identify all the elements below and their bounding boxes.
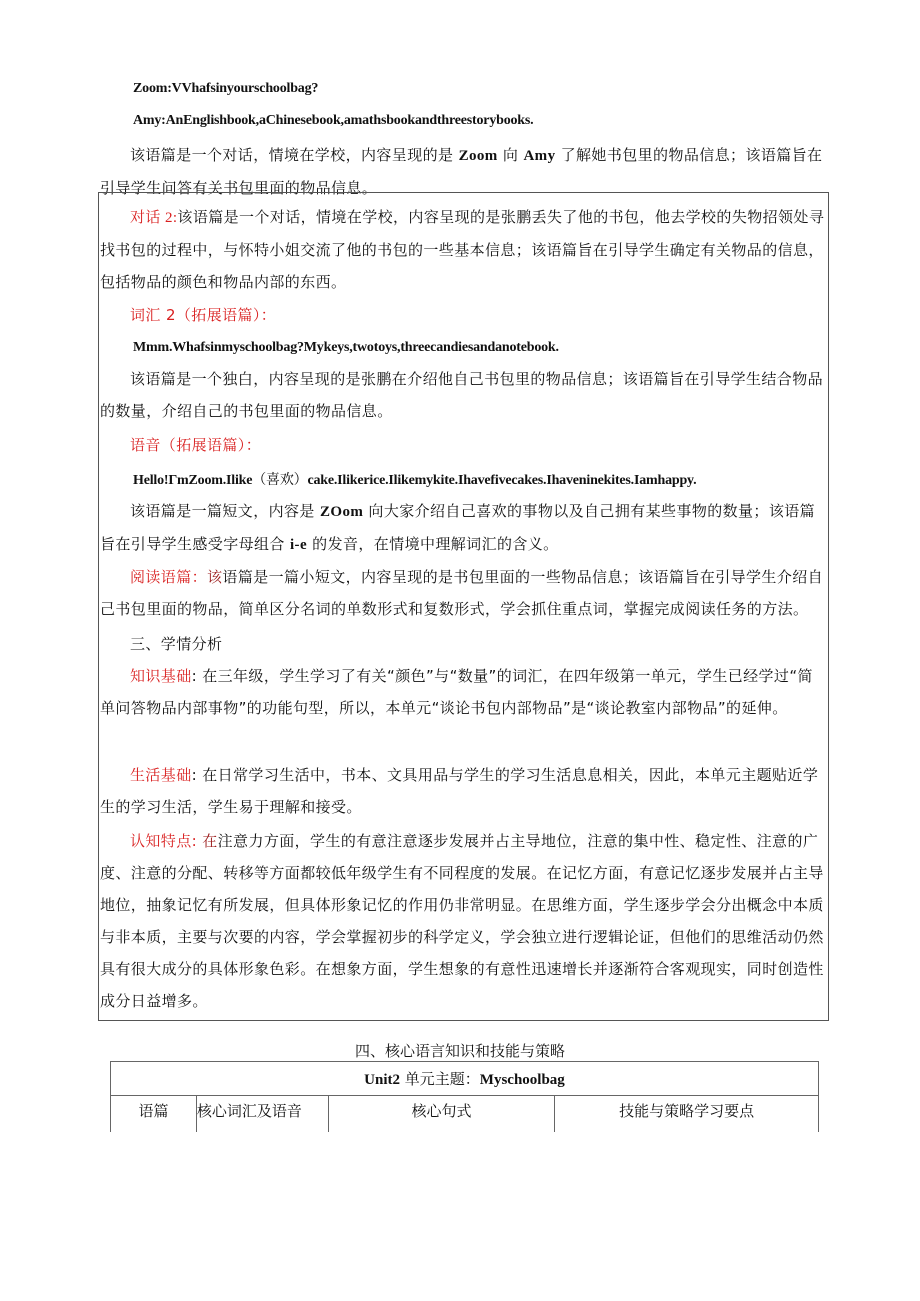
vocab2-english: Mmm.Whafsinmyschoolbag?Mykeys,twotoys,threecandiesandanotebook.: [133, 340, 559, 355]
dialogue1-description: 该语篇是一个对话，情境在学校，内容呈现的是 Zoom 向 Amy 了解她书包里的物品信息；该语篇旨在引导学生问答有关书包里面的物品信息。: [100, 146, 823, 197]
cognition-label: 认知特点:: [130, 832, 203, 850]
dialogue2-label: 对话 2:: [130, 210, 178, 226]
dialogue2-paragraph: 对话 2:该语篇是一个对话，情境在学校，内容呈现的是张鹏丢失了他的书包，他去学校的失物招领处寻找书包的过程中，与怀特小姐交流了他的书包的一些基本信息；该语篇旨在引导学生确定有关物品的信息，包括物品的颜色和物品内部的东西。: [100, 208, 825, 291]
knowledge-label: 知识基础: [130, 667, 192, 685]
phonics-english: Hello!ΓmZoom.Ilike（喜欢）cake.Ilikerice.Ilikemykite.Ihavefivecakes.Ihaveninekites.Iamhappy.: [133, 472, 697, 488]
column-header-core-sentences: 核心句式: [328, 1096, 555, 1133]
column-header-core-vocab: 核心词汇及语音: [196, 1096, 328, 1133]
reading-paragraph: 阅读语篇：该语篇是一篇小短文，内容呈现的是书包里面的一些物品信息；该语篇旨在引导学生介绍自己书包里面的物品，简单区分名词的单数形式和复数形式，学会抓住重点词，掌握完成阅读任务的方法。: [100, 568, 824, 618]
phonics-label: 语音（拓展语篇）：: [130, 436, 262, 454]
dialogue1-line2: Amy:AnEnglishbook,aChinesebook,amathsbookandthreestorybooks.: [133, 113, 534, 128]
column-header-skills-strategies: 技能与策略学习要点: [555, 1096, 819, 1133]
column-header-text: 语篇: [111, 1096, 197, 1133]
life-paragraph: 生活基础: 在日常学习生活中，书本、文具用品与学生的学习生活息息相关，因此，本单元主题贴近学生的学习生活，学生易于理解和接受。: [100, 766, 819, 816]
core-language-table: [110, 1061, 819, 1132]
vocab2-description: 该语篇是一个独白，内容呈现的是张鹏在介绍他自己书包里的物品信息；该语篇旨在引导学生结合物品的数量，介绍自己的书包里面的物品信息。: [100, 370, 824, 420]
vocab2-label: 词汇 2（拓展语篇）：: [130, 306, 277, 324]
cognition-paragraph: 认知特点: 在注意力方面，学生的有意注意逐步发展并占主导地位，注意的集中性、稳定性、注意的广度、注意的分配、转移等方面都较低年级学生有不同程度的发展。在记忆方面，有意记忆逐步发展并占主导地位，抽象记忆有所发展，但具体形象记忆的作用仍非常明显。在思维方面，学生逐步学会分出概念中本质与非本质，主要与次要的内容，学会掌握初步的科学定义，学会独立进行逻辑论证，但他们的思维活动仍然具有很大成分的具体形象色彩。在想象方面，学生想象的有意性迅速增长并逐渐符合客观现实，同时创造性成分日益增多。: [100, 832, 824, 1010]
section3-title: 三、学情分析: [130, 635, 223, 653]
table-unit-header: Unit2 单元主题：Myschoolbag: [111, 1062, 819, 1096]
reading-label: 阅读语篇：: [130, 568, 208, 586]
life-label: 生活基础: [130, 766, 192, 784]
dialogue1-line1: Zoom:VVhafsinyourschoolbag?: [133, 81, 319, 96]
knowledge-paragraph: 知识基础: 在三年级，学生学习了有关“颜色”与“数量”的词汇，在四年级第一单元，学生已经学过“简单问答物品内部事物”的功能句型，所以，本单元“谈论书包内部物品”是“谈论教室内部物品”的延伸。: [100, 667, 813, 717]
section4-title: 四、核心语言知识和技能与策略: [354, 1042, 565, 1060]
phonics-description: 该语篇是一篇短文，内容是 ZOom 向大家介绍自己喜欢的事物以及自己拥有某些事物的数量；该语篇旨在引导学生感受字母组合 i-e 的发音，在情境中理解词汇的含义。: [100, 502, 816, 553]
